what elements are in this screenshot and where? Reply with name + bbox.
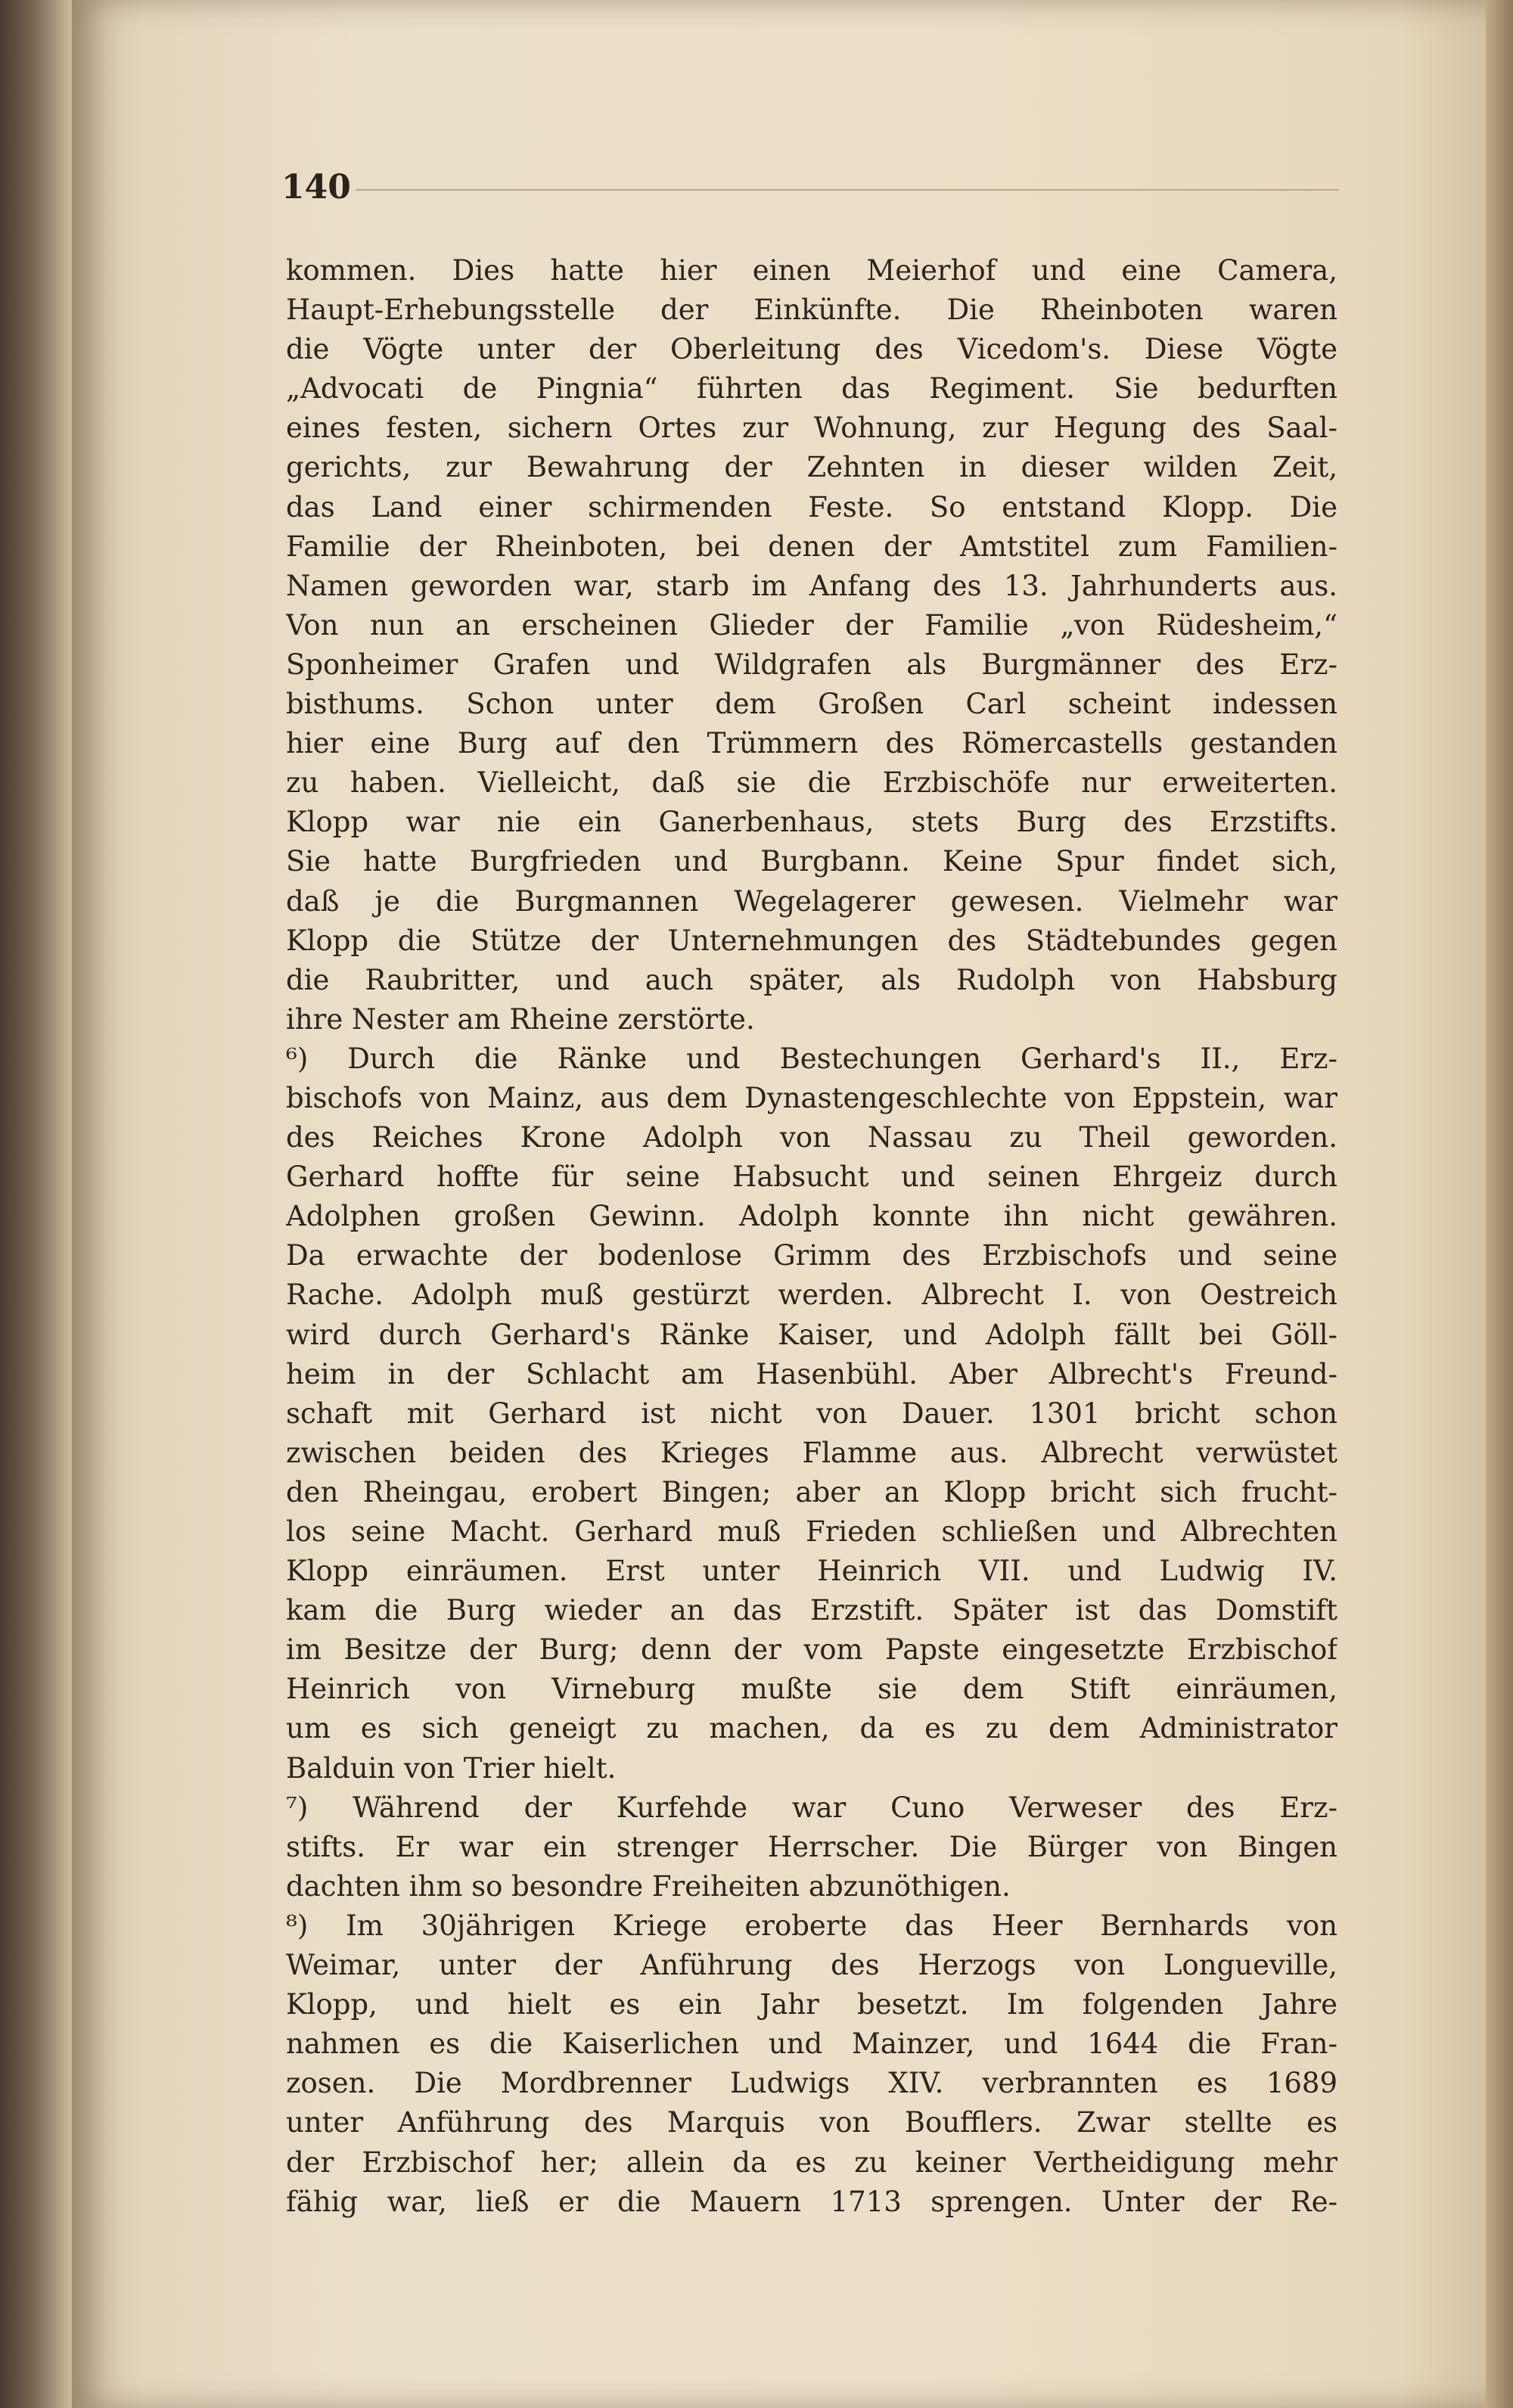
header-rule xyxy=(356,189,1339,191)
footnote-line: bischofs von Mainz, aus dem Dynastengeschlechte von Eppstein, war xyxy=(286,1081,1337,1114)
footnote-line: nahmen es die Kaiserlichen und Mainzer, und 1644 die Fran- xyxy=(286,2027,1337,2061)
text-line: die Vögte unter der Oberleitung des Vicedom's. Diese Vögte xyxy=(286,333,1337,366)
footnote-line: im Besitze der Burg; denn der vom Papste eingesetzte Erzbischof xyxy=(286,1633,1337,1667)
text-line: zu haben. Vielleicht, daß sie die Erzbischöfe nur erweiterten. xyxy=(286,766,1337,800)
text-line: Klopp die Stütze der Unternehmungen des Städtebundes gegen xyxy=(286,924,1337,957)
footnote-line: dachten ihm so besondre Freiheiten abzunöthigen. xyxy=(286,1869,1011,1903)
footnote-line: Balduin von Trier hielt. xyxy=(286,1751,617,1785)
footnote-line: Klopp einräumen. Erst unter Heinrich VII. und Ludwig IV. xyxy=(286,1555,1337,1588)
text-line: daß je die Burgmannen Wegelagerer gewesen. Vielmehr war xyxy=(286,884,1337,918)
footnote-line: der Erzbischof her; allein da es zu keiner Vertheidigung mehr xyxy=(286,2145,1337,2179)
footnote-line: los seine Macht. Gerhard muß Frieden schließen und Albrechten xyxy=(286,1515,1337,1548)
text-line: ihre Nester am Rheine zerstörte. xyxy=(286,1002,755,1036)
page-number: 140 xyxy=(281,168,351,207)
text-line: Von nun an erscheinen Glieder der Familie „von Rüdesheim,“ xyxy=(286,608,1337,642)
footnote-line: unter Anführung des Marquis von Boufflers. Zwar stellte es xyxy=(286,2106,1337,2139)
footnote-line: kam die Burg wieder an das Erzstift. Später ist das Domstift xyxy=(286,1594,1337,1627)
text-line: Klopp war nie ein Ganerbenhaus, stets Burg des Erzstifts. xyxy=(286,806,1337,839)
footnote-line: Da erwachte der bodenlose Grimm des Erzbischofs und seine xyxy=(286,1239,1337,1272)
footnote-line: wird durch Gerhard's Ränke Kaiser, und Adolph fällt bei Göll- xyxy=(286,1318,1337,1351)
text-line: die Raubritter, und auch später, als Rudolph von Habsburg xyxy=(286,963,1337,996)
footnote-line: ⁷) Während der Kurfehde war Cuno Verweser des Erz- xyxy=(286,1791,1337,1824)
footnote-line: heim in der Schlacht am Hasenbühl. Aber Albrecht's Freund- xyxy=(286,1357,1337,1390)
text-line: „Advocati de Pingnia“ führten das Regiment. Sie bedurften xyxy=(286,372,1337,405)
page-edge xyxy=(1486,0,1513,2408)
footnote-line: den Rheingau, erobert Bingen; aber an Klopp bricht sich frucht- xyxy=(286,1475,1337,1508)
footnote-line: des Reiches Krone Adolph von Nassau zu Theil geworden. xyxy=(286,1121,1337,1154)
text-line: Namen geworden war, starb im Anfang des 13. Jahrhunderts aus. xyxy=(286,569,1337,602)
footnote-line: zwischen beiden des Krieges Flamme aus. Albrecht verwüstet xyxy=(286,1436,1337,1469)
text-line: eines festen, sichern Ortes zur Wohnung, zur Hegung des Saal- xyxy=(286,412,1337,445)
footnote-line: Adolphen großen Gewinn. Adolph konnte ihn nicht gewähren. xyxy=(286,1200,1337,1233)
text-line: Sie hatte Burgfrieden und Burgbann. Keine Spur findet sich, xyxy=(286,845,1337,878)
footnote-line: Gerhard hoffte für seine Habsucht und seinen Ehrgeiz durch xyxy=(286,1161,1337,1194)
footnote-line: ⁶) Durch die Ränke und Bestechungen Gerhard's II., Erz- xyxy=(286,1042,1337,1075)
footnote-line: Klopp, und hielt es ein Jahr besetzt. Im folgenden Jahre xyxy=(286,1988,1337,2021)
body-text xyxy=(286,251,1337,2222)
text-line: bisthums. Schon unter dem Großen Carl scheint indessen xyxy=(286,688,1337,721)
footnote-line: Rache. Adolph muß gestürzt werden. Albrecht I. von Oestreich xyxy=(286,1279,1337,1312)
text-line: Familie der Rheinboten, bei denen der Amtstitel zum Familien- xyxy=(286,530,1337,563)
footnote-line: Heinrich von Virneburg mußte sie dem Stift einräumen, xyxy=(286,1673,1337,1706)
footnote-line: ⁸) Im 30jährigen Kriege eroberte das Heer Bernhards von xyxy=(286,1909,1337,1942)
footnote-line: um es sich geneigt zu machen, da es zu dem Administrator xyxy=(286,1712,1337,1745)
footnote-line: Weimar, unter der Anführung des Herzogs von Longueville, xyxy=(286,1949,1337,1982)
footnote-line: fähig war, ließ er die Mauern 1713 sprengen. Unter der Re- xyxy=(286,2185,1337,2218)
footnote-line: stifts. Er war ein strenger Herrscher. Die Bürger von Bingen xyxy=(286,1830,1337,1863)
text-line: hier eine Burg auf den Trümmern des Römercastells gestanden xyxy=(286,727,1337,760)
footnote-line: zosen. Die Mordbrenner Ludwigs XIV. verbrannten es 1689 xyxy=(286,2067,1337,2100)
text-line: Sponheimer Grafen und Wildgrafen als Burgmänner des Erz- xyxy=(286,648,1337,681)
text-line: das Land einer schirmenden Feste. So entstand Klopp. Die xyxy=(286,490,1337,524)
text-line: kommen. Dies hatte hier einen Meierhof und eine Camera, xyxy=(286,254,1337,287)
text-line: Haupt-Erhebungsstelle der Einkünfte. Die Rheinboten waren xyxy=(286,294,1337,327)
footnote-line: schaft mit Gerhard ist nicht von Dauer. 1301 bricht schon xyxy=(286,1397,1337,1430)
text-line: gerichts, zur Bewahrung der Zehnten in dieser wilden Zeit, xyxy=(286,451,1337,484)
